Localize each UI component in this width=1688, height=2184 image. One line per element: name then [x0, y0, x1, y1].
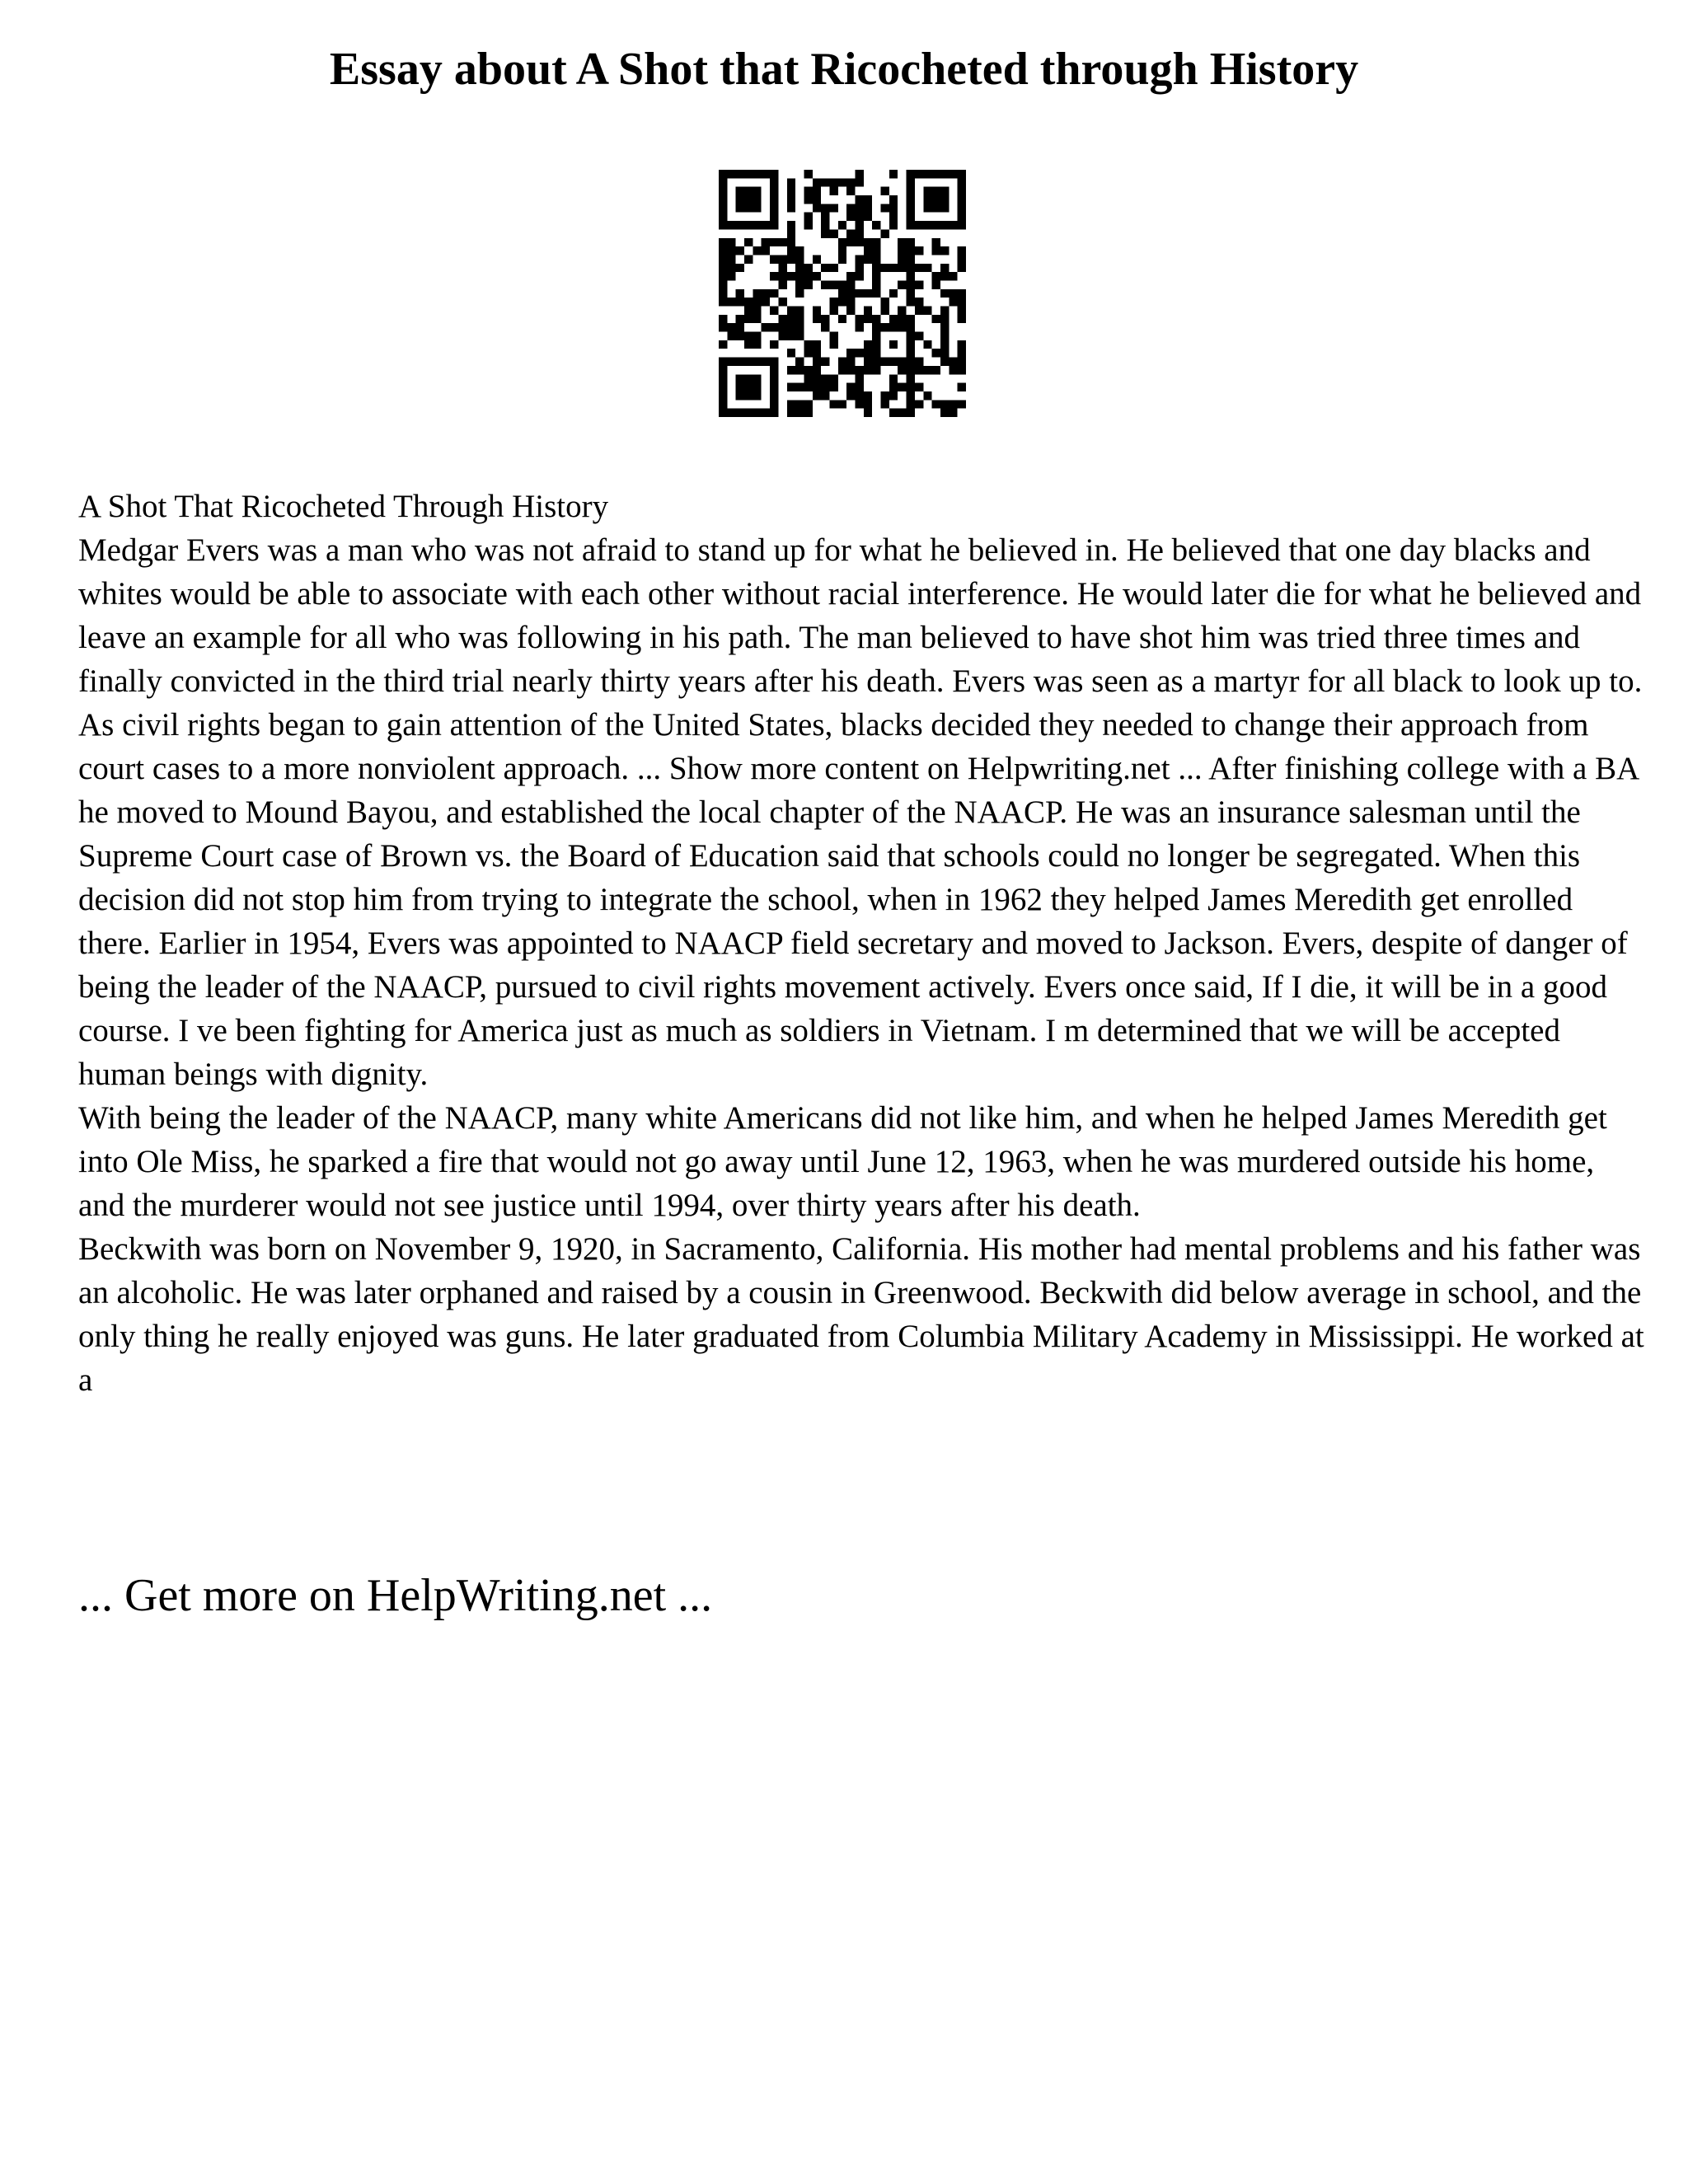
essay-paragraph: Beckwith was born on November 9, 1920, in Sacramento, California. His mother had mental problems and his father was an alcoholic. He was later orphaned and raised by a cousin in Greenwood. Beckwith did below average in school, and the only thing he really enjoyed was guns. He later graduated from Columbia Military Academy in Mississippi. He worked at a [78, 1231, 1644, 1398]
essay-body [78, 485, 1644, 1402]
essay-paragraph: As civil rights began to gain attention of the United States, blacks decided they needed to change their approach from court cases to a more nonviolent approach. ... Show more content on Helpwriting.net ... After finishing college with a BA he moved to Mound Bayou, and established the local chapter of the NAACP. He was an insurance salesman until the Supreme Court case of Brown vs. the Board of Education said that schools could no longer be segregated. When this decision did not stop him from trying to integrate the school, when in 1962 they helped James Meredith get enrolled there. Earlier in 1954, Evers was appointed to NAACP field secretary and moved to Jackson. Evers, despite of danger of being the leader of the NAACP, pursued to civil rights movement actively. Evers once said, If I die, it will be in a good course. I ve been fighting for America just as much as soldiers in Vietnam. I m determined that we will be accepted human beings with dignity. [78, 707, 1639, 1092]
essay-subtitle: A Shot That Ricocheted Through History [78, 489, 609, 524]
essay-paragraph: With being the leader of the NAACP, many white Americans did not like him, and when he helped James Meredith get into Ole Miss, he sparked a fire that would not go away until June 12, 1963, when he was murdered outside his home, and the murderer would not see justice until 1994, over thirty years after his death. [78, 1100, 1607, 1223]
get-more-link[interactable]: ... Get more on HelpWriting.net ... [78, 1570, 713, 1621]
essay-paragraph: Medgar Evers was a man who was not afraid to stand up for what he believed in. He believed that one day blacks and whites would be able to associate with each other without racial interference. He would later die for what he believed and leave an example for all who was following in his path. The man believed to have shot him was tried three times and finally convicted in the third trial nearly thirty years after his death. Evers was seen as a martyr for all black to look up to. [78, 532, 1643, 699]
page-title: Essay about A Shot that Ricocheted through History [329, 44, 1359, 95]
qr-code-icon [719, 170, 966, 417]
